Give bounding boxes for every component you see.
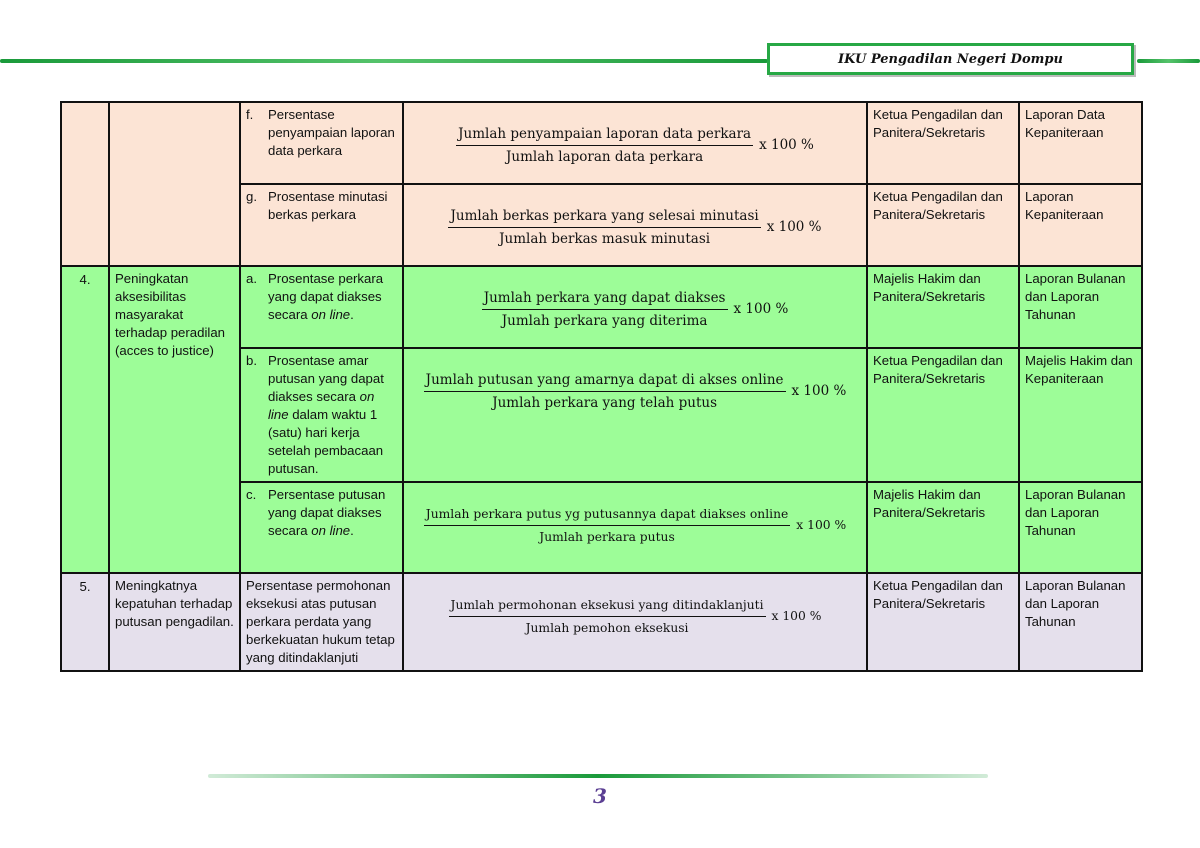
iku-table xyxy=(60,101,1143,672)
indicator-text: Prosentase amar putusan yang dapat diakses secara on line dalam waktu 1 (satu) hari kerja setelah pembacaan putusan. xyxy=(268,353,384,476)
formula-numerator: Jumlah putusan yang amarnya dapat di akses online xyxy=(424,371,786,392)
source-cell: Laporan Data Kepaniteraan xyxy=(1019,102,1142,184)
header-rule-left xyxy=(0,59,768,63)
formula-denominator: Jumlah perkara yang diterima xyxy=(501,312,708,329)
indicator-text: Prosentase perkara yang dapat diakses secara on line. xyxy=(268,271,384,322)
source-cell: Laporan Bulanan dan Laporan Tahunan xyxy=(1019,573,1142,671)
header-title: IKU Pengadilan Negeri Dompu xyxy=(838,51,1063,67)
table-row xyxy=(61,102,1142,184)
item-marker: b. xyxy=(246,353,257,368)
formula-multiplier: x 100 % xyxy=(796,518,847,532)
formula-cell xyxy=(403,184,867,266)
target-cell: Peningkatan aksesibilitas masyarakat terhadap peradilan (acces to justice) xyxy=(109,266,240,573)
formula-denominator: Jumlah berkas masuk minutasi xyxy=(499,230,711,247)
formula-cell xyxy=(403,482,867,573)
footer-rule xyxy=(208,774,988,778)
formula-numerator: Jumlah permohonan eksekusi yang ditindaklanjuti xyxy=(449,596,766,617)
formula-fraction xyxy=(424,505,791,546)
source-cell: Majelis Hakim dan Kepaniteraan xyxy=(1019,348,1142,482)
formula-numerator: Jumlah perkara putus yg putusannya dapat diakses online xyxy=(424,505,791,526)
formula-fraction xyxy=(448,207,760,248)
row-number-cell: 4. xyxy=(61,266,109,573)
formula-numerator: Jumlah perkara yang dapat diakses xyxy=(482,289,728,310)
page-number: 3 xyxy=(593,784,607,808)
row-number-cell: 5. xyxy=(61,573,109,671)
formula-multiplier: x 100 % xyxy=(733,301,789,317)
responsible-cell: Ketua Pengadilan dan Panitera/Sekretaris xyxy=(867,102,1019,184)
indicator-cell xyxy=(240,482,403,573)
responsible-cell: Ketua Pengadilan dan Panitera/Sekretaris xyxy=(867,184,1019,266)
target-cell: Meningkatnya kepatuhan terhadap putusan pengadilan. xyxy=(109,573,240,671)
formula-denominator: Jumlah perkara putus xyxy=(539,529,675,544)
indicator-text: Prosentase minutasi berkas perkara xyxy=(268,189,388,222)
table-row xyxy=(61,266,1142,348)
responsible-cell: Ketua Pengadilan dan Panitera/Sekretaris xyxy=(867,348,1019,482)
formula-denominator: Jumlah laporan data perkara xyxy=(506,148,704,165)
indicator-cell xyxy=(240,102,403,184)
formula-cell xyxy=(403,348,867,482)
target-cell xyxy=(109,102,240,266)
item-marker: c. xyxy=(246,487,257,502)
formula-numerator: Jumlah berkas perkara yang selesai minutasi xyxy=(448,207,760,228)
indicator-cell xyxy=(240,266,403,348)
formula-cell xyxy=(403,573,867,671)
formula-denominator: Jumlah pemohon eksekusi xyxy=(525,620,689,635)
formula-cell xyxy=(403,266,867,348)
source-cell: Laporan Bulanan dan Laporan Tahunan xyxy=(1019,266,1142,348)
formula-multiplier: x 100 % xyxy=(771,609,822,623)
formula-fraction xyxy=(482,289,728,330)
indicator-text: Persentase permohonan eksekusi atas putusan perkara perdata yang berkekuatan hukum tetap yang ditindaklanjuti xyxy=(246,578,395,665)
indicator-cell xyxy=(240,348,403,482)
indicator-text: Persentase putusan yang dapat diakses secara on line. xyxy=(268,487,386,538)
source-cell: Laporan Bulanan dan Laporan Tahunan xyxy=(1019,482,1142,573)
header-title-box xyxy=(767,43,1134,75)
formula-fraction xyxy=(424,371,786,412)
responsible-cell: Majelis Hakim dan Panitera/Sekretaris xyxy=(867,266,1019,348)
formula-denominator: Jumlah perkara yang telah putus xyxy=(492,394,718,411)
responsible-cell: Majelis Hakim dan Panitera/Sekretaris xyxy=(867,482,1019,573)
formula-multiplier: x 100 % xyxy=(791,383,847,399)
formula-multiplier: x 100 % xyxy=(759,137,814,153)
source-cell: Laporan Kepaniteraan xyxy=(1019,184,1142,266)
row-number-cell xyxy=(61,102,109,266)
formula-cell xyxy=(403,102,867,184)
formula-numerator: Jumlah penyampaian laporan data perkara xyxy=(456,125,753,146)
formula-multiplier: x 100 % xyxy=(766,219,822,235)
indicator-cell xyxy=(240,184,403,266)
responsible-cell: Ketua Pengadilan dan Panitera/Sekretaris xyxy=(867,573,1019,671)
item-marker: f. xyxy=(246,107,254,122)
indicator-text: Persentase penyampaian laporan data perkara xyxy=(268,107,395,158)
item-marker: a. xyxy=(246,271,257,286)
table-row xyxy=(61,573,1142,671)
item-marker: g. xyxy=(246,189,257,204)
formula-fraction xyxy=(449,596,766,637)
indicator-cell xyxy=(240,573,403,671)
header-rule-right xyxy=(1137,59,1200,63)
formula-fraction xyxy=(456,125,753,166)
